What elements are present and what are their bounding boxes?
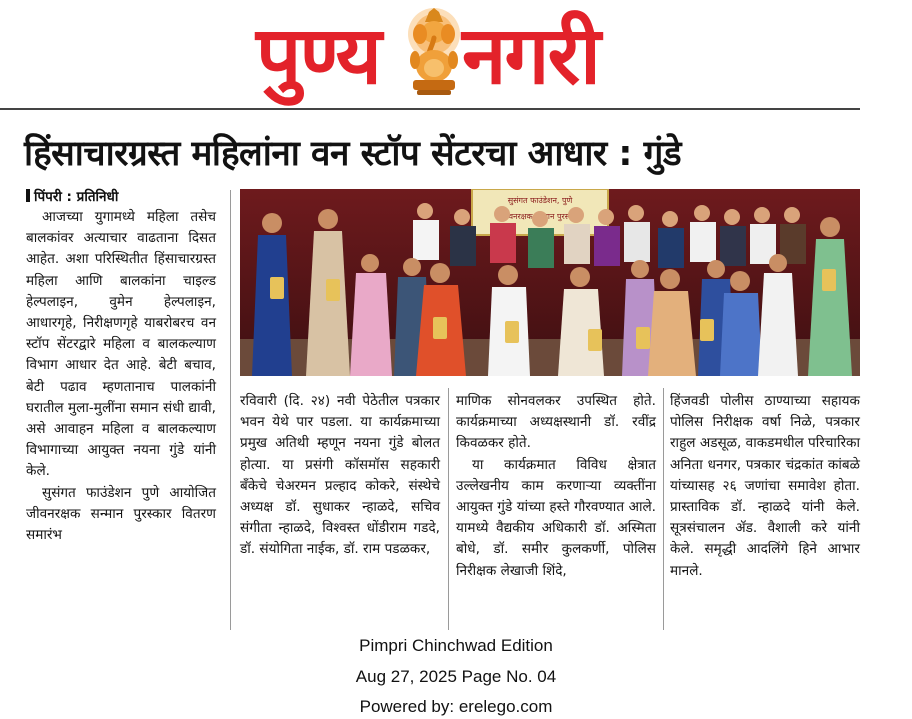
masthead-title-left: पुण्य bbox=[256, 9, 380, 102]
photo-banner-title: सुसंगत फाउंडेशन, पुणे bbox=[507, 196, 573, 205]
article-column-1 bbox=[26, 207, 216, 546]
masthead bbox=[0, 0, 912, 108]
masthead-title-right: नगरी bbox=[462, 9, 599, 102]
column-rule bbox=[663, 388, 664, 630]
article-paragraph: सुसंगत फाउंडेशन पुणे आयोजित जीवनरक्षक सन्मान पुरस्कार वितरण समारंभ bbox=[26, 484, 216, 544]
column-rule bbox=[448, 388, 449, 630]
masthead-divider bbox=[0, 108, 860, 110]
article-paragraph: या कार्यक्रमात विविध क्षेत्रात उल्लेखनीय काम करणाऱ्या व्यक्तींना आयुक्त गुंडे यांच्या हस्ते गौरवण्यात आले. यामध्ये वैद्यकीय अधिकारी डॉ. अस्मिता बोधे, डॉ. समीर कुलकर्णी, पोलिस निरीक्षक लेखाजी शिंदे, bbox=[456, 456, 656, 579]
photo-banner-subtitle: जीवनरक्षक bbox=[500, 212, 533, 221]
group-photo-image bbox=[240, 189, 860, 376]
footer-date-page: Aug 27, 2025 Page No. 04 bbox=[355, 667, 557, 686]
article-photo bbox=[240, 189, 860, 376]
ganesha-emblem-icon bbox=[403, 4, 465, 96]
footer-powered-by: Powered by: erelego.com bbox=[359, 697, 553, 716]
footer-edition: Pimpri Chinchwad Edition bbox=[359, 636, 553, 655]
article-column-3 bbox=[456, 391, 656, 582]
article-paragraph: रविवारी (दि. २४) नवी पेठेतील पत्रकार भवन येथे पार पडला. या कार्यक्रमाच्या प्रमुख अतिथी म्हणून नयना गुंडे बोलत होत्या. या प्रसंगी कॉसमॉस सहकारी बँकेचे चेअरमन प्रल्हाद कोकरे, संस्थेचे अध्यक्ष डॉ. सुधाकर न्हाळदे, सचिव संगीता न्हाळदे, विश्वस्त धोंडीराम गडदे, डॉ. संयोगिता नाईक, डॉ. राम पडळकर, bbox=[240, 393, 440, 558]
article-headline: हिंसाचारग्रस्त महिलांना वन स्टॉप सेंटरचा आधार : गुंडे bbox=[24, 134, 682, 174]
dateline-text: पिंपरी : प्रतिनिधी bbox=[34, 189, 119, 205]
article-dateline bbox=[26, 188, 118, 206]
column-rule bbox=[230, 190, 231, 630]
article-paragraph: हिंजवडी पोलीस ठाण्याच्या सहायक पोलिस निरीक्षक वर्षा निळे, पत्रकार राहुल अडसूळ, वाकडमधील परिचारिका अनिता धनगर, पत्रकार चंद्रकांत कांबळे यांच्यासह २६ जणांचा समावेश होता. प्रास्ताविक डॉ. न्हाळदे यांनी केले. सूत्रसंचालन ॲड. वैशाली करे यांनी केले. समृद्धी आदलिंगे हिने आभार मानले. bbox=[670, 393, 860, 579]
dateline-bar bbox=[26, 189, 30, 202]
article-column-4 bbox=[670, 391, 860, 582]
article-paragraph: आजच्या युगामध्ये महिला तसेच बालकांवर अत्याचार वाढताना दिसत आहेत. अशा परिस्थितीत हिंसाचारग्रस्त महिला आणि बालकांना चाइल्ड हेल्पलाइन, वुमेन हेल्पलाइन, आधारगृहे, निरीक्षणगृहे याबरोबरच वन स्टॉप सेंटरद्वारे महिला व बालकल्याण विभाग आधार देत आहे. बेटी बचाव, बेटी पढाव म्हणतानाच पालकांनी घरातील मुला-मुलींना समान संधी द्यावी, असे आवाहन महिला व बालकल्याण विभागाच्या आयुक्त नयना गुंडे यांनी केले. bbox=[26, 209, 216, 480]
article-paragraph: माणिक सोनवलकर उपस्थित होते. कार्यक्रमाच्या अध्यक्षस्थानी डॉ. रवींद्र किवळकर होते. bbox=[456, 393, 656, 452]
article-column-2 bbox=[240, 391, 440, 561]
